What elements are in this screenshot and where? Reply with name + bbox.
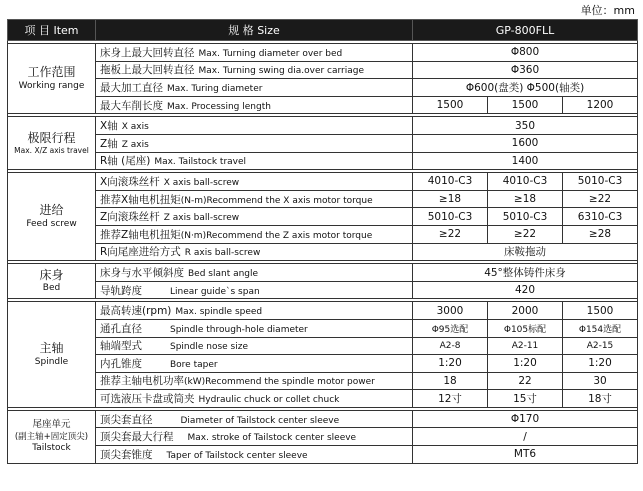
row-value: 1500 <box>413 96 488 114</box>
label-en: Max. stroke of Tailstock center sleeve <box>187 433 357 444</box>
table-row <box>8 319 638 337</box>
label-cn: R轴 (尾座) <box>100 155 151 168</box>
row-label <box>96 208 413 226</box>
row-value: 4010-C3 <box>488 173 563 191</box>
row-label <box>96 44 413 62</box>
row-label <box>96 319 413 337</box>
label-cn: 床身与水平倾斜度 <box>100 266 184 279</box>
label-cn: 最大加工直径 <box>100 81 163 94</box>
label-en: R axis ball-screw <box>184 248 261 259</box>
label-en: Bed slant angle <box>188 268 259 279</box>
row-value: 18 <box>413 372 488 390</box>
table-row <box>8 152 638 170</box>
label-cn: 拖板上最大回转直径 <box>100 64 195 77</box>
label-en: Spindle nose size <box>170 342 248 353</box>
row-value: 1500 <box>488 96 563 114</box>
row-value: Φ600(盘类) Φ500(轴类) <box>413 79 638 97</box>
label-cn: 床身上最大回转直径 <box>100 46 195 59</box>
table-row <box>8 225 638 243</box>
table-row <box>8 281 638 299</box>
row-label <box>96 79 413 97</box>
group-label-en: Bed <box>42 283 61 294</box>
label-cn: Z轴 <box>100 137 118 150</box>
row-value: 45°整体铸件床身 <box>413 264 638 282</box>
group-working-range <box>8 44 96 114</box>
label-en: Max. Turing diameter <box>167 83 263 94</box>
table-row <box>8 190 638 208</box>
row-value: Φ154选配 <box>563 319 638 337</box>
label-en: Spindle through-hole diameter <box>170 324 308 335</box>
label-cn: 内孔锥度 <box>100 357 142 370</box>
row-label <box>96 152 413 170</box>
row-value: 5010-C3 <box>563 173 638 191</box>
table-row <box>8 302 638 320</box>
label-en: X axis <box>121 122 149 133</box>
group-label-cn: 主轴 <box>39 340 64 355</box>
row-value: A2-8 <box>413 337 488 355</box>
label-en: (kW)Recommend the spindle motor power <box>184 377 375 388</box>
header-item: 项 目 Item <box>8 20 96 41</box>
row-value: 1:20 <box>488 355 563 373</box>
row-value: 18寸 <box>563 390 638 408</box>
row-value: ≥22 <box>413 225 488 243</box>
row-label <box>96 302 413 320</box>
row-value: 1:20 <box>413 355 488 373</box>
row-label <box>96 225 413 243</box>
row-value: 床鞍拖动 <box>413 243 638 261</box>
row-label <box>96 337 413 355</box>
header-size: 规 格 Size <box>96 20 413 41</box>
label-cn: 最大车削长度 <box>100 99 163 112</box>
row-value: 1400 <box>413 152 638 170</box>
row-label <box>96 264 413 282</box>
label-cn: R向尾座进给方式 <box>100 246 181 259</box>
label-en: Max. spindle speed <box>175 307 263 318</box>
row-value: MT6 <box>413 446 638 464</box>
group-label-en: Spindle <box>34 356 69 367</box>
table-row <box>8 173 638 191</box>
row-value: 5010-C3 <box>413 208 488 226</box>
label-en: Max. Processing length <box>167 101 271 112</box>
row-value: 30 <box>563 372 638 390</box>
label-en: Diameter of Tailstock center sleeve <box>180 415 340 426</box>
row-value: 420 <box>413 281 638 299</box>
table-row <box>8 446 638 464</box>
label-en: Z axis <box>121 139 149 150</box>
group-label-en: Working range <box>18 80 85 91</box>
label-cn: 顶尖套直径 <box>100 413 153 426</box>
row-value: 350 <box>413 117 638 135</box>
row-label <box>96 190 413 208</box>
row-value: ≥18 <box>413 190 488 208</box>
row-value: ≥22 <box>488 225 563 243</box>
label-cn: 最高转速(rpm) <box>100 305 172 318</box>
label-cn: 轴端型式 <box>100 340 142 353</box>
group-spindle <box>8 302 96 408</box>
table-row <box>8 390 638 408</box>
label-en: Bore taper <box>170 359 218 370</box>
label-cn: 推荐X轴电机扭矩 <box>100 193 181 206</box>
row-value: 12寸 <box>413 390 488 408</box>
row-value: A2-15 <box>563 337 638 355</box>
table-row <box>8 117 638 135</box>
row-value: 1:20 <box>563 355 638 373</box>
label-cn: 推荐主轴电机功率 <box>100 375 184 388</box>
label-en: Max. Tailstock travel <box>154 157 247 168</box>
label-cn: Z向滚珠丝杆 <box>100 211 160 224</box>
group-label-en: Tailstock <box>32 442 71 453</box>
table-row <box>8 134 638 152</box>
label-en: Max. Turning diameter over bed <box>198 48 343 59</box>
row-value: 1500 <box>563 302 638 320</box>
table-row <box>8 61 638 79</box>
group-label-cn: 尾座单元 <box>32 419 71 431</box>
row-value: 6310-C3 <box>563 208 638 226</box>
label-cn: 推荐Z轴电机扭矩 <box>100 228 181 241</box>
label-cn: 导轨跨度 <box>100 284 142 297</box>
label-en: X axis ball-screw <box>163 177 240 188</box>
row-label <box>96 61 413 79</box>
table-row <box>8 96 638 114</box>
label-cn: X轴 <box>100 120 118 133</box>
spec-table <box>7 19 638 464</box>
table-row <box>8 243 638 261</box>
row-value: ≥18 <box>488 190 563 208</box>
table-row <box>8 410 638 428</box>
row-value: ≥22 <box>563 190 638 208</box>
row-value: 1600 <box>413 134 638 152</box>
row-value: 4010-C3 <box>413 173 488 191</box>
label-cn: 可选液压卡盘或筒夹 <box>100 393 195 406</box>
table-row <box>8 44 638 62</box>
row-label <box>96 446 413 464</box>
row-label <box>96 96 413 114</box>
group-label-cn: 床身 <box>39 267 64 282</box>
row-value: Φ360 <box>413 61 638 79</box>
group-bed <box>8 264 96 299</box>
table-row <box>8 208 638 226</box>
label-en: Hydraulic chuck or collet chuck <box>198 395 340 406</box>
row-label <box>96 173 413 191</box>
row-label <box>96 281 413 299</box>
group-label-cn: (副主轴+固定顶尖) <box>14 431 89 442</box>
group-label-en: Feed screw <box>26 218 77 229</box>
group-label-cn: 工作范围 <box>27 65 76 80</box>
label-cn: 顶尖套锥度 <box>100 448 153 461</box>
row-value: 3000 <box>413 302 488 320</box>
row-value: 22 <box>488 372 563 390</box>
group-axis-travel <box>8 117 96 170</box>
row-value: 5010-C3 <box>488 208 563 226</box>
label-cn: X向滚珠丝杆 <box>100 175 160 188</box>
group-label-cn: 进给 <box>39 203 64 217</box>
unit-label: 单位：mm <box>580 4 635 17</box>
row-value: 1200 <box>563 96 638 114</box>
table-row <box>8 372 638 390</box>
label-en: Max. Turning swing dia.over carriage <box>198 66 365 77</box>
table-row <box>8 337 638 355</box>
row-value: ≥28 <box>563 225 638 243</box>
row-value: 2000 <box>488 302 563 320</box>
label-en: Taper of Tailstock center sleeve <box>166 450 308 461</box>
table-row <box>8 264 638 282</box>
group-label-en: Max. X/Z axis travel <box>14 146 89 156</box>
label-en: Linear guide`s span <box>170 286 260 297</box>
label-cn: 顶尖套最大行程 <box>100 431 174 444</box>
row-value: A2-11 <box>488 337 563 355</box>
row-label <box>96 410 413 428</box>
header-model: GP-800FLL <box>413 20 638 41</box>
row-label <box>96 372 413 390</box>
row-label <box>96 117 413 135</box>
label-en: (N·m)Recommend the Z axis motor torque <box>180 230 373 241</box>
table-row <box>8 355 638 373</box>
table-header-row <box>8 20 638 41</box>
group-tailstock <box>8 410 96 463</box>
row-label <box>96 134 413 152</box>
table-row <box>8 79 638 97</box>
row-value: Φ170 <box>413 410 638 428</box>
row-label <box>96 243 413 261</box>
row-label <box>96 355 413 373</box>
table-row <box>8 428 638 446</box>
row-label <box>96 390 413 408</box>
row-value: Φ95选配 <box>413 319 488 337</box>
label-cn: 通孔直径 <box>100 322 142 335</box>
row-value: Φ105标配 <box>488 319 563 337</box>
group-label-cn: 极限行程 <box>27 130 76 145</box>
label-en: Z axis ball-screw <box>163 213 240 224</box>
row-value: Φ800 <box>413 44 638 62</box>
group-feed-screw <box>8 173 96 261</box>
row-value: 15寸 <box>488 390 563 408</box>
row-value: / <box>413 428 638 446</box>
row-label <box>96 428 413 446</box>
label-en: (N-m)Recommend the X axis motor torque <box>180 195 373 206</box>
